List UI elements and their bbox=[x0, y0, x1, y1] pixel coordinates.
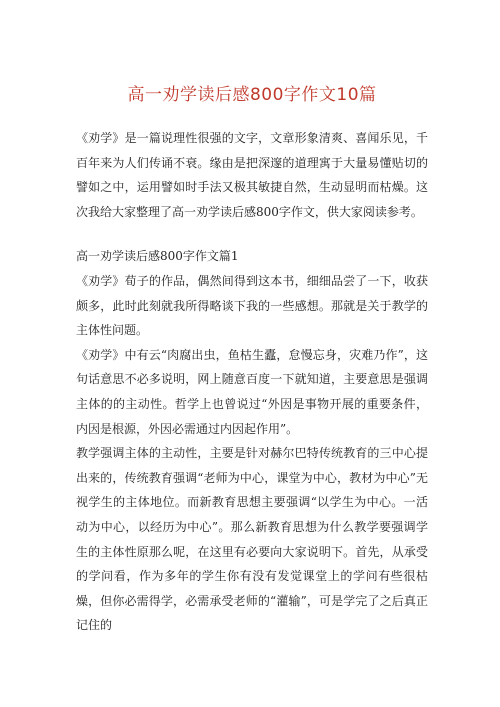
section-heading: 高一劝学读后感800字作文篇1 bbox=[76, 249, 239, 264]
intro-section bbox=[76, 126, 428, 224]
document-title: 高一劝学读后感800字作文10篇 bbox=[127, 85, 377, 105]
body-paragraph-1: 《劝学》荀子的作品，偶然间得到这本书，细细品尝了一下，收获颇多，此时此刻就我所得略谈下我的一些感想。那就是关于教学的主体性问题。 bbox=[76, 273, 428, 338]
intro-paragraph: 《劝学》是一篇说理性很强的文字，文章形象清爽、喜闻乐见，千百年来为人们传诵不衰。缘由是把深邃的道理寓于大量易懂贴切的譬如之中，运用譬如时手法又极其敏捷自然，生动显明而枯燥。这次我给大家整理了高一劝学读后感800字作文，供大家阅读参考。 bbox=[76, 131, 428, 219]
body-paragraph-2: 《劝学》中有云“肉腐出虫，鱼枯生蠹，怠慢忘身，灾难乃作”，这句话意思不必多说明，网上随意百度一下就知道，主要意思是强调主体的的主动性。哲学上也曾说过“外因是事物开展的重要条件，内因是根源，外因必需通过内因起作用”。 bbox=[76, 347, 428, 436]
body-paragraph-3: 教学强调主体的主动性，主要是针对赫尔巴特传统教育的三中心提出来的，传统教育强调“老师为中心，课堂为中心，教材为中心”无视学生的主体地位。而新教育思想主要强调“以学生为中心。一活动为中心，以经历为中心”。那么新教育思想为什么教学要强调学生的主体性原那么呢，在这里有必要向大家说明下。首先，从承受的学问看，作为多年的学生你有没有发觉课堂上的学问有些很枯燥，但你必需得学，必需承受老师的“灌输”，可是学完了之后真正记住的 bbox=[76, 446, 428, 633]
section-spacer bbox=[76, 224, 428, 244]
